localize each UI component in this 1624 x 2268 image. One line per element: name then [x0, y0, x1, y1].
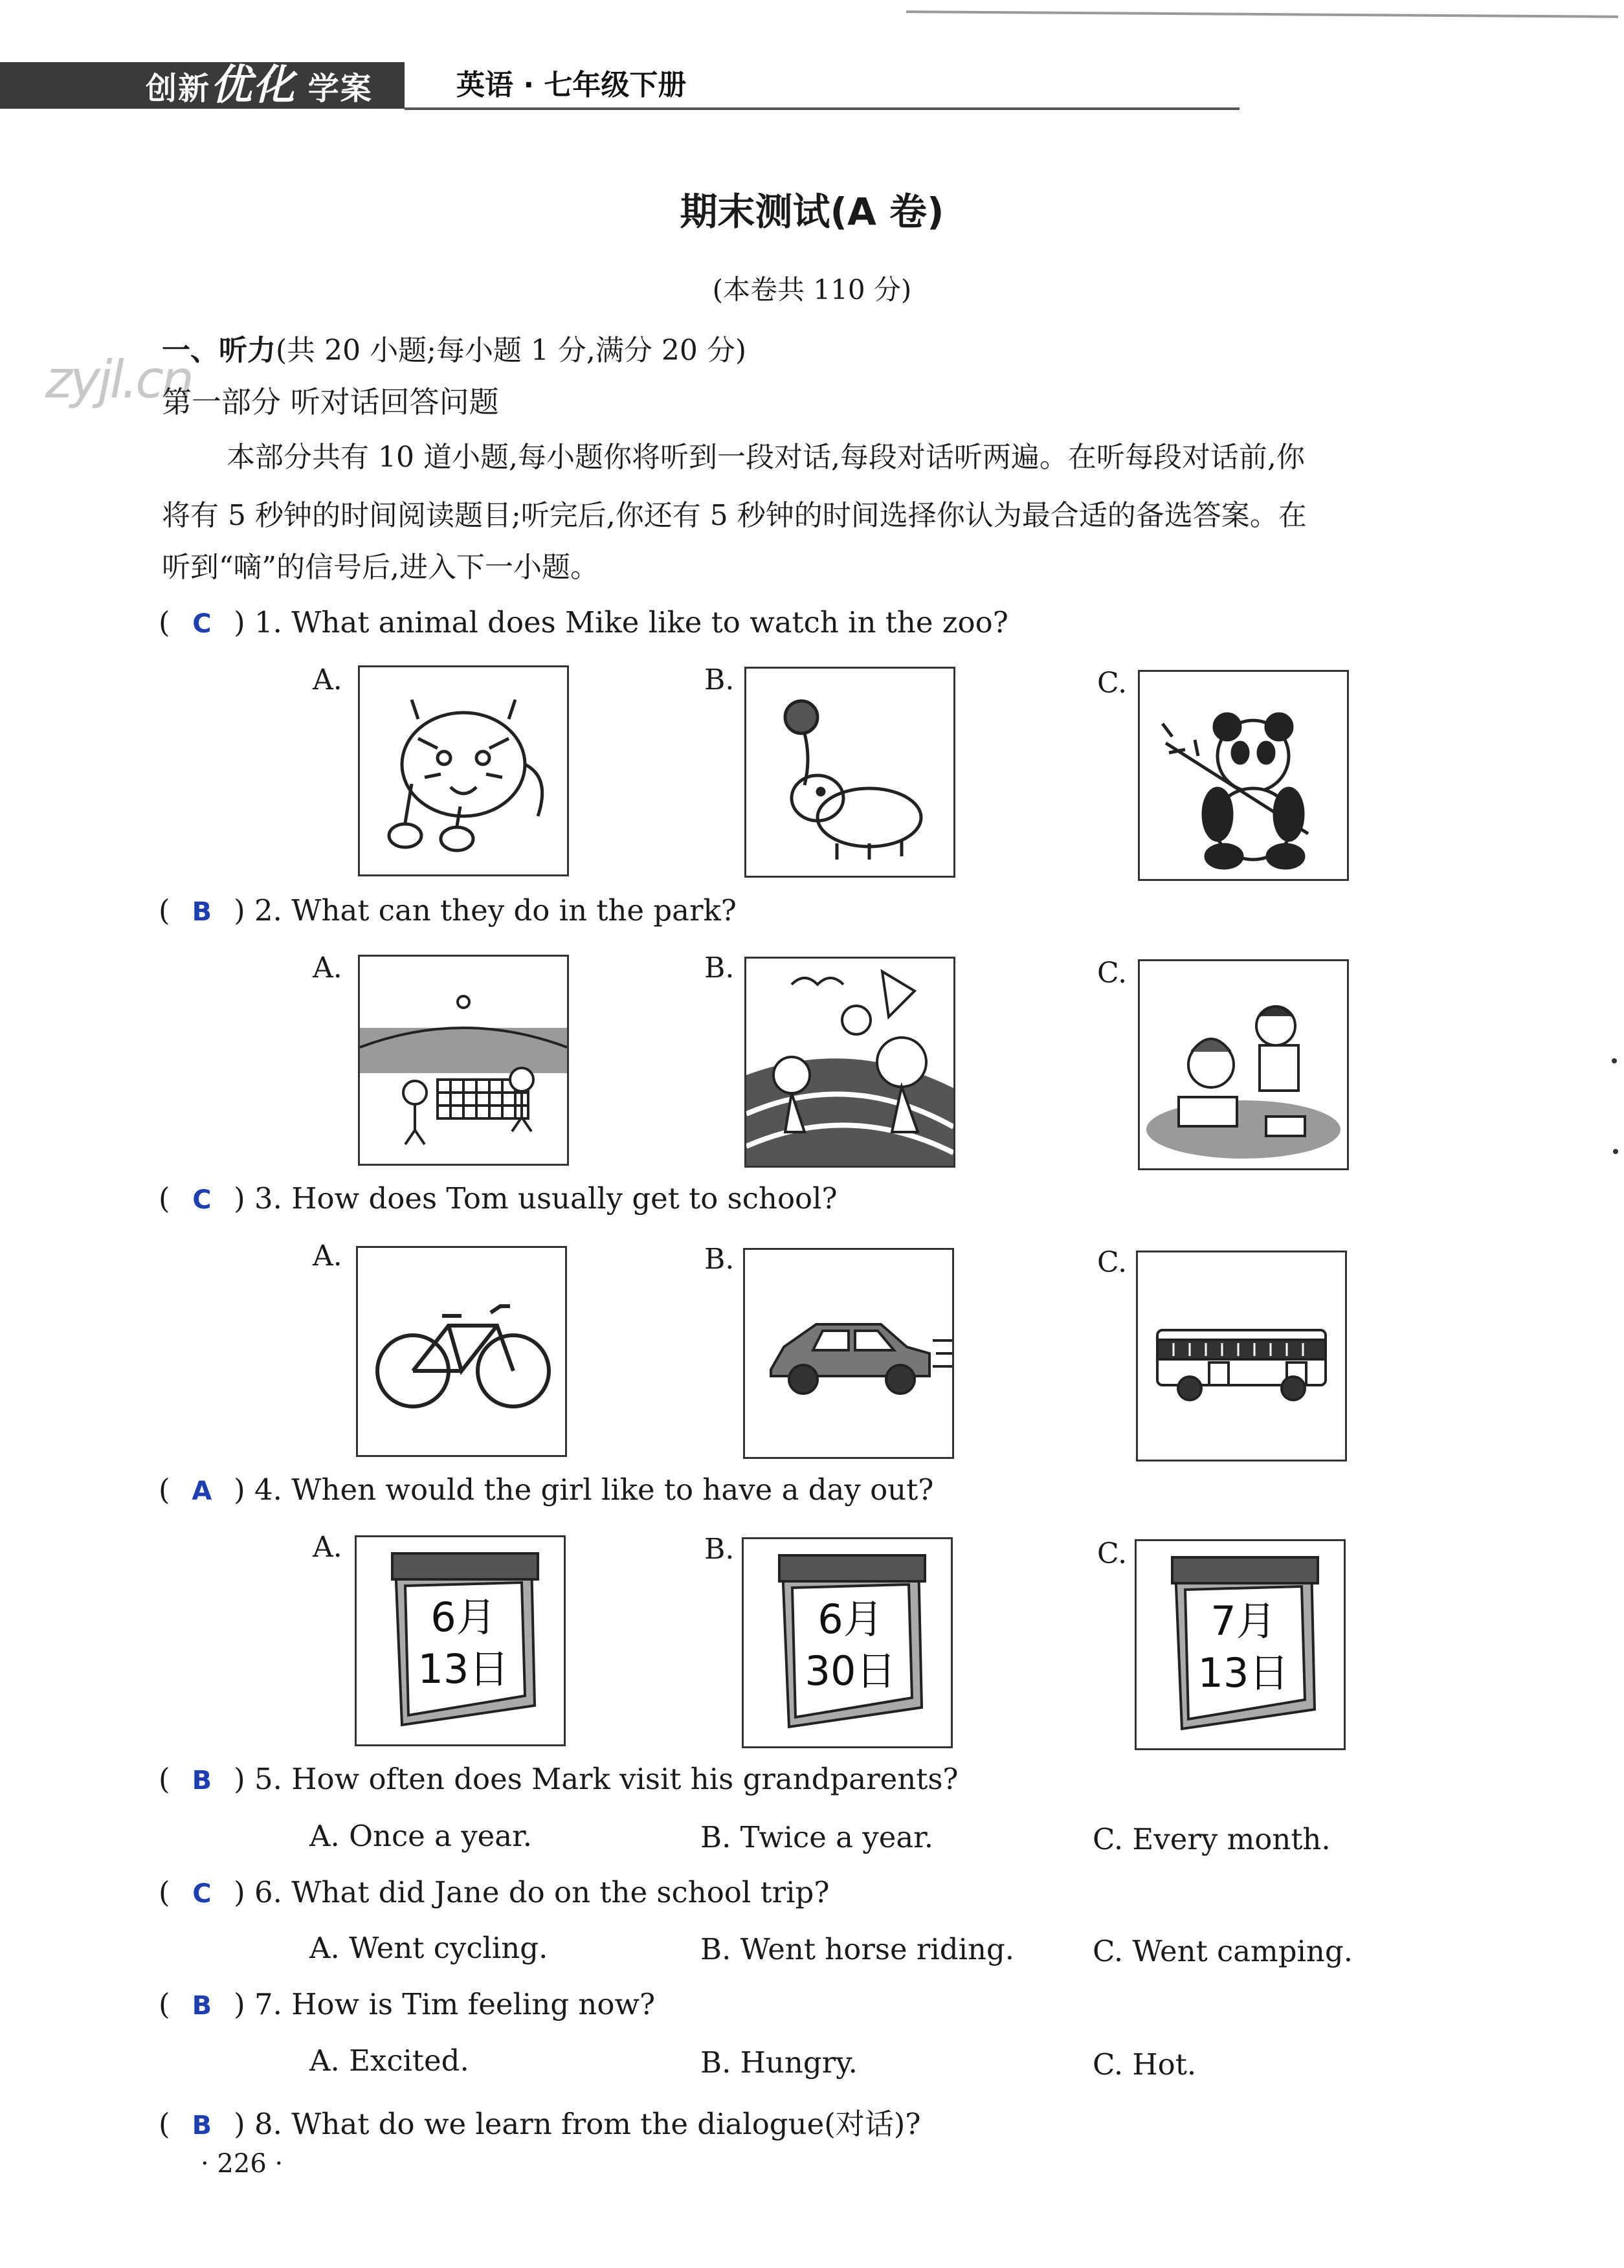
- q4-option-a-label: A.: [313, 1531, 342, 1564]
- calendar-a-day: 13日: [417, 1645, 509, 1693]
- margin-dot: [1612, 1058, 1617, 1063]
- calendar-a-month: 6月: [430, 1594, 496, 1641]
- q7-option-a: A. Excited.: [309, 2043, 469, 2078]
- section-heading: 一、听力(共 20 小题;每小题 1 分,满分 20 分): [162, 334, 747, 367]
- calendar-b: [742, 1537, 953, 1748]
- top-rule: [906, 10, 1618, 18]
- q5-option-a: A. Once a year.: [309, 1819, 533, 1853]
- elephant-image: [744, 667, 955, 878]
- q6-option-a: A. Went cycling.: [309, 1931, 548, 1965]
- calendar-c-month: 7月: [1210, 1597, 1276, 1645]
- question-6: ( C ) 6. What did Jane do on the school trip?: [159, 1875, 830, 1909]
- q6-option-c: C. Went camping.: [1093, 1934, 1353, 1968]
- total-score: (本卷共 110 分): [712, 274, 912, 306]
- question-1: ( C ) 1. What animal does Mike like to watch in the zoo?: [159, 605, 1008, 639]
- bike-image: [356, 1246, 567, 1457]
- question-2: ( B ) 2. What can they do in the park?: [159, 893, 737, 928]
- q7-option-c: C. Hot.: [1093, 2047, 1197, 2082]
- q5-option-b: B. Twice a year.: [700, 1820, 934, 1854]
- answer-5: B: [192, 1766, 212, 1796]
- q2-option-a-label: A.: [313, 951, 342, 984]
- question-3: ( C ) 3. How does Tom usually get to school?: [159, 1181, 838, 1216]
- q6-option-b: B. Went horse riding.: [700, 1932, 1015, 1966]
- instruction-line-2: 将有 5 秒钟的时间阅读题目;听完后,你还有 5 秒钟的时间选择你认为最合适的备选答案。在: [162, 499, 1307, 532]
- margin-dot: [1613, 1149, 1618, 1154]
- bus-image: [1136, 1251, 1347, 1462]
- q2-option-c-label: C.: [1097, 957, 1128, 990]
- car-image: [743, 1248, 954, 1459]
- q4-option-b-label: B.: [704, 1533, 735, 1566]
- answer-1: C: [192, 609, 212, 639]
- header-rule: [405, 107, 1240, 110]
- brand-title: 创新优化 学案: [146, 61, 373, 109]
- part-heading: 第一部分 听对话回答问题: [162, 384, 499, 419]
- answer-6: C: [192, 1879, 212, 1909]
- q2-option-b-label: B.: [704, 951, 735, 984]
- question-8: ( B ) 8. What do we learn from the dialogue(对话)?: [159, 2107, 921, 2141]
- calendar-a: [355, 1535, 566, 1746]
- instruction-line-3: 听到“嘀”的信号后,进入下一小题。: [162, 551, 599, 584]
- q5-option-c: C. Every month.: [1093, 1822, 1331, 1856]
- page-title: 期末测试(A 卷): [680, 190, 944, 234]
- calendar-c: [1135, 1539, 1346, 1750]
- answer-2: B: [192, 897, 212, 927]
- tennis-image: [358, 955, 569, 1166]
- watermark: zyjl.cn: [45, 350, 192, 410]
- answer-8: B: [192, 2111, 212, 2140]
- question-7: ( B ) 7. How is Tim feeling now?: [159, 1987, 656, 2021]
- question-5: ( B ) 5. How often does Mark visit his grandparents?: [159, 1762, 959, 1796]
- q1-option-c-label: C.: [1097, 667, 1128, 700]
- answer-3: C: [192, 1185, 212, 1215]
- q3-option-c-label: C.: [1097, 1246, 1128, 1279]
- q1-option-a-label: A.: [313, 663, 342, 696]
- panda-image: [1138, 670, 1349, 881]
- page-number: · 226 ·: [201, 2149, 284, 2179]
- calendar-c-day: 13日: [1197, 1649, 1289, 1696]
- q3-option-a-label: A.: [313, 1240, 342, 1273]
- q3-option-b-label: B.: [704, 1243, 735, 1276]
- answer-7: B: [192, 1991, 212, 2021]
- question-4: ( A ) 4. When would the girl like to have a day out?: [159, 1473, 934, 1507]
- calendar-b-day: 30日: [805, 1647, 896, 1695]
- subject-title: 英语 · 七年级下册: [456, 69, 687, 102]
- q1-option-b-label: B.: [704, 663, 735, 696]
- q7-option-b: B. Hungry.: [700, 2045, 858, 2080]
- instruction-line-1: 本部分共有 10 道小题,每小题你将听到一段对话,每段对话听两遍。在听每段对话前,你: [227, 441, 1305, 474]
- reading-image: [1138, 959, 1349, 1170]
- q4-option-c-label: C.: [1097, 1537, 1128, 1570]
- kite-image: [744, 957, 955, 1168]
- calendar-b-month: 6月: [818, 1595, 884, 1643]
- tiger-image: [358, 665, 569, 876]
- answer-4: A: [192, 1476, 212, 1506]
